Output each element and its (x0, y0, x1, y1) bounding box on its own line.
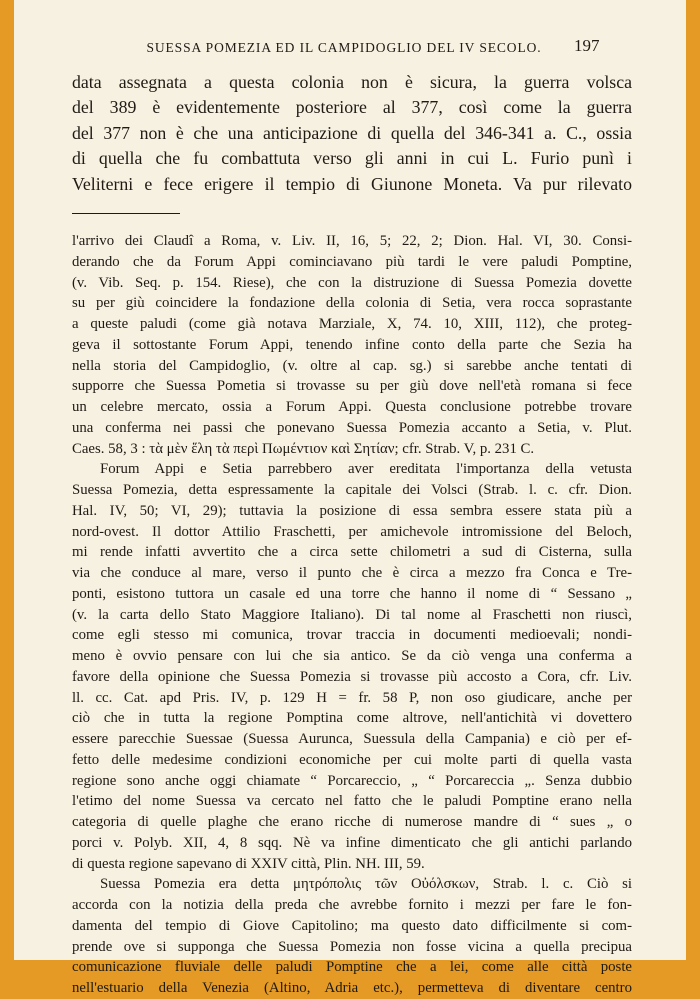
footnote-line: meno è ovvio pensare con lui che sia antico. Se da ciò venga una conferma a (72, 648, 632, 664)
footnote-line: ponti, esistono tuttora un casale ed una torre che hanno il nome di “ Sessano „ (72, 585, 632, 602)
footnote-line: l'etimo del nome Suessa va cercato nel fatto che le paludi Pomptine erano nella (72, 793, 632, 810)
footnote-line: prende ove si supponga che Suessa Pomezia non fosse vicina a quella precipua (72, 938, 632, 955)
footnote-line: damenta del tempio di Giove Capitolino; ma questo dato difficilmente si com- (72, 917, 632, 934)
footnote-line: una conferma nei passi che ponevano Suessa Pomezia accanto a Setia, v. Plut. (72, 419, 632, 436)
footnote-line: nell'estuario della Venezia (Altino, Adria etc.), permetteva di diventare centro (72, 980, 632, 996)
footnote-line: ll. cc. Cat. apd Pris. IV, p. 129 H = fr. 58 P, non oso giudicare, anche per (72, 689, 632, 706)
footnote-line: nord-ovest. Il dottor Attilio Fraschetti, per amichevole intromissione del Beloch, (72, 523, 632, 540)
footnote-line: Suessa Pomezia, detta espressamente la capitale dei Volsci (Strab. l. c. cfr. Dion. (72, 482, 632, 498)
footnote-line: via che conduce al mare, verso il punto che è circa a mezzo fra Conca e Tre- (72, 565, 632, 581)
footnote-line: derando che da Forum Appi cominciavano più tardi le vere paludi Pomptine, (72, 253, 632, 270)
footnote-separator (72, 213, 180, 214)
footnote-line: mi rende infatti avvertito che a circa sette chilometri a sud di Cisterna, sulla (72, 544, 632, 561)
footnote-line: Caes. 58, 3 : τὰ μὲν ἕλη τὰ περὶ Πωμέντιον καὶ Σητίαν; cfr. Strab. V, p. 231 C. (72, 440, 535, 457)
text-line: data assegnata a questa colonia non è sicura, la guerra volsca (72, 72, 632, 92)
footnote-line: su per giù coincidere la fondazione della colonia di Setia, vera rocca soprastante (72, 295, 632, 312)
footnote-line: Hal. IV, 50; VI, 29); tuttavia la posizione di essa sembra essere stata più a (72, 502, 632, 519)
text-line: del 389 è evidentemente posteriore al 377, così come la guerra (72, 97, 632, 118)
main-text (72, 70, 632, 197)
footnote-line: favore della opinione che Suessa Pomezia si trovasse più accosto a Cora, cfr. Liv. (72, 668, 632, 685)
footnotes (72, 231, 632, 999)
book-page (14, 0, 686, 996)
footnote-line: fetto delle medesime condizioni economiche per cui molte parti di quella vasta (72, 751, 632, 768)
text-line: di quella che fu combattuta verso gli anni in cui L. Furio punì i (72, 148, 632, 169)
running-title: SUESSA POMEZIA ED IL CAMPIDOGLIO DEL IV SECOLO. (146, 40, 542, 55)
footnote-line: l'arrivo dei Claudî a Roma, v. Liv. II, 16, 5; 22, 2; Dion. Hal. VI, 30. Consi- (72, 233, 632, 249)
footnote-line: ciò che in tutta la regione Pomptina come altrove, nell'antichità vi dovettero (72, 710, 632, 727)
footnote-line: (v. Vib. Seq. p. 154. Riese), che con la distruzione di Suessa Pomezia dovette (72, 274, 632, 291)
footnote-line: categoria di quelle plaghe che erano ricche di numerose mandre di “ sues „ o (72, 814, 632, 830)
footnote-line: essere parecchie Suessae (Suessa Aurunca, Suessula della Campania) e ciò per ef- (72, 731, 632, 747)
footnote-line: a queste paludi (come già notava Marziale, X, 74. 10, XIII, 112), che proteg- (72, 316, 632, 332)
footnote-line: Forum Appi e Setia parrebbero aver ereditata l'importanza della vetusta (100, 461, 632, 478)
text-line: Veliterni e fece erigere il tempio di Giunone Moneta. Va pur rilevato (72, 173, 632, 194)
footnote-line: geva il sottostante Forum Appi, tenendo infine conto della parte che Sezia ha (72, 336, 632, 353)
footnote-line: comunicazione fluviale delle paludi Pomptine che a lei, come alle città poste (72, 959, 632, 976)
footnote-line: nella storia del Campidoglio, (v. oltre al cap. sg.) si sarebbe anche tentati di (72, 357, 632, 374)
footnote-line: supporre che Suessa Pometia si trovasse su per giù dove nell'età romana si fece (72, 378, 632, 395)
footnote-line: (v. la carta dello Stato Maggiore Italiano). Di tal nome al Fraschetti non riuscì, (72, 606, 632, 623)
text-line: del 377 non è che una anticipazione di quella del 346-341 a. C., ossia (72, 122, 632, 143)
page-number: 197 (574, 36, 600, 55)
running-header (14, 36, 686, 60)
footnote-line: di questa regione sapevano di XXIV città, Plin. NH. III, 59. (72, 855, 425, 872)
footnote-line: un celebre mercato, ossia a Forum Appi. Questa conclusione potrebbe trovare (72, 399, 632, 415)
footnote-line: come egli stesso mi comunica, trovar traccia in documenti medioevali; nondi- (72, 627, 632, 644)
footnote-line: accorda con la notizia della preda che avrebbe fornito i mezzi per fare le fon- (72, 897, 632, 913)
footnote-line: regione sono anche oggi chiamate “ Porcareccio, „ “ Porcareccia „. Senza dubbio (72, 772, 632, 789)
footnote-line: Suessa Pomezia era detta μητρόπολις τῶν Οὐόλσκων, Strab. l. c. Ciò si (100, 876, 632, 893)
footnote-line: porci v. Polyb. XII, 4, 8 sqq. Nè va infine dimenticato che gli antichi parlando (72, 834, 632, 851)
